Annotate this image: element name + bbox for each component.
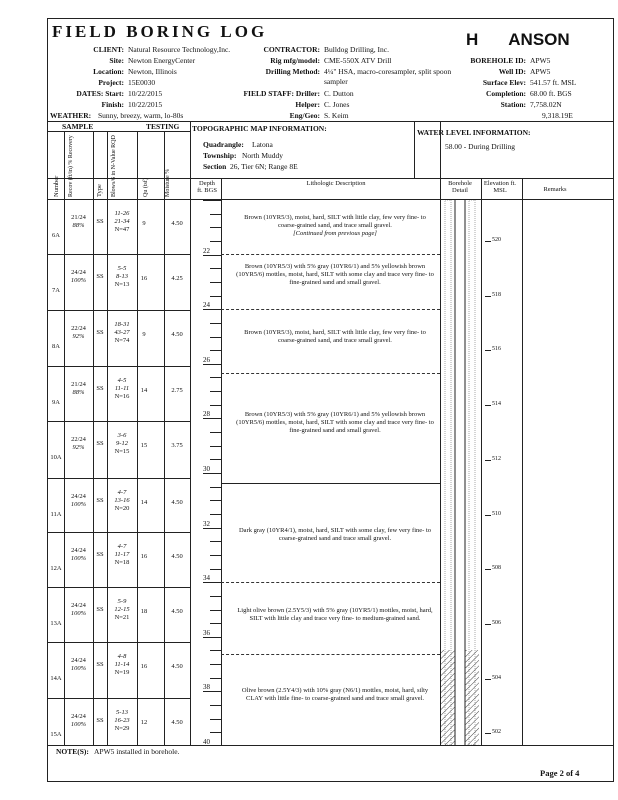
depth-label: 36 [203, 628, 210, 637]
sample-blows: 11-26 [114, 210, 130, 217]
sample-number: 13A [50, 620, 62, 627]
sample-blows: 4-7 [117, 543, 127, 550]
layer-boundary [221, 309, 440, 310]
sample-blows: 5-9 [117, 598, 127, 605]
sample-recovery: 24/24 [71, 657, 86, 664]
sample-qu: 9 [142, 220, 146, 227]
sample-row-divider [47, 698, 190, 699]
elevation-label: 520 [492, 237, 501, 243]
sample-type: SS [96, 329, 104, 336]
header-divider [47, 121, 614, 122]
sample-moisture: 4.50 [171, 608, 183, 615]
depth-tick [210, 732, 221, 733]
testing-header: TESTING [146, 122, 180, 131]
sample-blows: 4-5 [117, 377, 127, 384]
borehole-detail-graphic [441, 200, 481, 745]
sample-number: 10A [50, 454, 62, 461]
sample-blows: 5-5 [117, 265, 127, 272]
layer-boundary [221, 483, 440, 484]
depth-tick [203, 691, 221, 692]
sample-recovery-pct: 92% [72, 333, 85, 340]
sample-blows: 18-31 [114, 321, 130, 328]
depth-tick [210, 487, 221, 488]
topo-header: TOPOGRAPHIC MAP INFORMATION: [192, 124, 327, 133]
elevation-label: 508 [492, 565, 501, 572]
sample-moisture: 3.75 [171, 442, 183, 449]
elevation-label: 516 [492, 346, 501, 353]
type-col-header: Type [96, 184, 103, 197]
sample-moisture: 4.50 [171, 553, 183, 560]
page-title: FIELD BORING LOG [52, 22, 268, 41]
sample-moisture: 4.25 [171, 275, 183, 282]
sample-moisture: 4.50 [171, 663, 183, 670]
elevation-tick [485, 679, 491, 680]
contractor-label: CONTRACTOR: [263, 45, 320, 54]
contractor-value: Bulldog Drilling, Inc. [324, 45, 389, 54]
depth-tick [203, 255, 221, 256]
client-value: Natural Resource Technology,Inc. [128, 45, 231, 54]
sample-row-divider [47, 421, 190, 422]
section-label: Section [203, 162, 227, 171]
sample-recovery: 22/24 [71, 436, 86, 443]
sample-row-divider [47, 366, 190, 367]
depth-tick [203, 364, 221, 365]
sample-n-value: N=47 [114, 226, 130, 233]
lith-desc-2: Brown (10YR5/3) with 5% gray (10YR6/1) and 5% yellowish brown (10YR5/6) mottles, moist, hard, SILT with some clay and trace very fine- to fine-grained sand and small gravel. [236, 263, 434, 286]
sample-number: 14A [50, 675, 62, 682]
sample-n-value: N=13 [114, 281, 130, 288]
sample-moisture: 4.50 [171, 220, 183, 227]
borehole-value: APW5 [530, 56, 551, 65]
elevation-label: 518 [492, 291, 501, 298]
depth-tick [210, 459, 221, 460]
sample-blows-2: 12-15 [114, 606, 130, 613]
sample-blows-2: 43-27 [114, 329, 130, 336]
col-line [221, 178, 222, 745]
lith-desc-7: Olive brown (2.5Y4/3) with 10% gray (N6/1) mottles, moist, hard, silty CLAY with little fine- to coarse-grained sand and trace small gravel. [241, 687, 429, 702]
sample-n-value: N=15 [114, 448, 130, 455]
number-col-header: Number [53, 175, 60, 197]
company-logo: H ANSON [466, 30, 570, 49]
sample-n-value: N=20 [114, 505, 130, 512]
sample-n-value: N=19 [114, 669, 130, 676]
depth-tick [210, 555, 221, 556]
sample-blows: 3-6 [117, 432, 127, 439]
sample-recovery-pct: 100% [70, 610, 87, 617]
elevation-label: 506 [492, 619, 501, 626]
col-line [481, 178, 482, 745]
sample-blows-2: 11-11 [114, 385, 130, 392]
sample-blows-2: 9-12 [116, 440, 128, 447]
sample-n-value: N=16 [114, 393, 130, 400]
depth-tick [203, 582, 221, 583]
sample-recovery: 22/24 [71, 325, 86, 332]
depth-tick [210, 596, 221, 597]
completion-value: 68.00 ft. BGS [530, 89, 572, 98]
sample-recovery: 24/24 [71, 493, 86, 500]
sample-recovery-pct: 100% [70, 277, 87, 284]
col-line [522, 178, 523, 745]
elevation-tick [485, 569, 491, 570]
sample-row-divider [47, 478, 190, 479]
col-line [190, 121, 191, 745]
lith-desc-5: Dark gray (10YR4/1), moist, hard, SILT with some clay, few very fine- to coarse-grained sand and trace small gravel. [238, 527, 431, 542]
depth-tick [210, 514, 221, 515]
elevation-label: 512 [492, 455, 501, 462]
lithologic-col-header: Lithologic Description [306, 180, 366, 187]
township-label: Township: [203, 151, 237, 160]
depth-tick [210, 282, 221, 283]
depth-tick [210, 377, 221, 378]
sample-row-divider [47, 310, 190, 311]
surface-label: Surface Elev: [482, 78, 526, 87]
sample-qu: 12 [140, 719, 148, 726]
elevation-tick [485, 460, 491, 461]
blows-col-header: Blows/6 in N-Value RQD [111, 135, 117, 197]
layer-boundary [221, 654, 440, 655]
township-value: North Muddy [242, 151, 284, 160]
elevation-tick [485, 733, 491, 734]
sample-number: 11A [50, 511, 62, 518]
depth-label: 34 [203, 574, 210, 583]
depth-label: 22 [203, 246, 210, 255]
helper-value: C. Jones [324, 100, 350, 109]
driller-label: FIELD STAFF: Driller: [243, 89, 320, 98]
sample-row-divider [47, 587, 190, 588]
depth-tick [203, 637, 221, 638]
sample-moisture: 4.50 [171, 719, 183, 726]
elevation-label: 514 [492, 401, 501, 408]
sample-recovery: 24/24 [71, 713, 86, 720]
table-body-bottom [47, 745, 614, 746]
sample-recovery-pct: 88% [72, 389, 85, 396]
col-line [414, 121, 415, 178]
depth-tick [210, 227, 221, 228]
lith-desc-4: Brown (10YR5/3) with 5% gray (10YR6/1) and 5% yellowish brown (10YR5/6) mottles, moist, hard, SILT with some clay and trace very fine- to fine-grained sand and small gravel. [236, 411, 434, 434]
depth-tick [210, 241, 221, 242]
table-header-bottom [47, 178, 614, 179]
layer-boundary [221, 582, 440, 583]
station-n-value: 7,758.02N [530, 100, 562, 109]
depth-tick [210, 337, 221, 338]
surface-value: 541.57 ft. MSL [530, 78, 577, 87]
sample-moisture: 4.50 [171, 499, 183, 506]
elevation-label: 502 [492, 729, 501, 736]
sample-recovery-pct: 100% [70, 665, 87, 672]
quad-label: Quadrangle: [203, 140, 244, 149]
sample-blows-2: 21-34 [114, 218, 130, 225]
sample-row-divider [47, 532, 190, 533]
quad-value: Latona [252, 140, 273, 149]
sample-recovery-pct: 100% [70, 501, 87, 508]
sample-recovery: 24/24 [71, 547, 86, 554]
sample-number: 8A [52, 343, 60, 350]
sample-blows-2: 16-23 [114, 717, 130, 724]
sample-blows-2: 13-16 [114, 497, 130, 504]
sample-moisture: 2.75 [171, 387, 183, 394]
sample-blows: 4-7 [117, 489, 127, 496]
sample-number: 15A [50, 731, 62, 738]
sample-blows: 5-13 [116, 709, 128, 716]
eng-value: S. Keim [324, 111, 349, 120]
sample-recovery-pct: 100% [70, 721, 87, 728]
elevation-tick [485, 350, 491, 351]
elevation-label: 510 [492, 510, 501, 517]
sample-qu: 16 [140, 553, 148, 560]
sample-n-value: N=74 [114, 337, 130, 344]
elevation-label: 504 [492, 674, 501, 681]
sample-row-divider [47, 642, 190, 643]
water-header: WATER LEVEL INFORMATION: [417, 128, 531, 137]
sample-qu: 18 [140, 608, 148, 615]
site-value: Newton EnergyCenter [128, 56, 196, 65]
sample-recovery: 21/24 [71, 214, 86, 221]
finish-label: Finish: [101, 100, 124, 109]
sample-blows-2: 8-13 [116, 273, 128, 280]
water-level-1: 58.00 - During Drilling [445, 142, 515, 151]
sample-type: SS [96, 218, 104, 225]
finish-value: 10/22/2015 [128, 100, 163, 109]
depth-tick [210, 432, 221, 433]
depth-tick [210, 323, 221, 324]
method-label: Drilling Method: [265, 67, 320, 76]
location-value: Newton, Illinois [128, 67, 177, 76]
start-label: DATES: Start: [76, 89, 124, 98]
depth-tick [210, 405, 221, 406]
weather-value: Sunny, breezy, warm, lo-80s [98, 111, 184, 120]
notes-value: APW5 installed in borehole. [94, 747, 180, 756]
elevation-tick [485, 515, 491, 516]
sample-qu: 9 [142, 331, 146, 338]
depth-tick [210, 623, 221, 624]
sample-type: SS [96, 440, 104, 447]
depth-tick [210, 650, 221, 651]
sample-number: 9A [52, 399, 60, 406]
depth-label: 38 [203, 683, 210, 692]
sample-type: SS [96, 385, 104, 392]
sample-qu: 15 [140, 442, 148, 449]
depth-tick [210, 214, 221, 215]
depth-col-header: Depth ft. BGS [197, 180, 217, 194]
depth-tick [210, 678, 221, 679]
eng-label: Eng/Geo: [289, 111, 320, 120]
elevation-tick [485, 624, 491, 625]
elevation-col-header: Elevation ft. MSL [483, 180, 517, 194]
depth-tick [210, 500, 221, 501]
elevation-tick [485, 241, 491, 242]
start-value: 10/22/2015 [128, 89, 163, 98]
client-label: CLIENT: [93, 45, 124, 54]
depth-tick [210, 296, 221, 297]
sample-row-divider [47, 254, 190, 255]
depth-tick [203, 528, 221, 529]
sample-number: 12A [50, 565, 62, 572]
elevation-tick [485, 405, 491, 406]
sample-n-value: N=29 [114, 725, 130, 732]
sample-recovery-pct: 100% [70, 555, 87, 562]
depth-tick [203, 418, 221, 419]
layer-boundary [221, 254, 440, 255]
depth-label: 32 [203, 519, 210, 528]
driller-value: C. Dutton [324, 89, 354, 98]
depth-tick [210, 391, 221, 392]
sample-type: SS [96, 497, 104, 504]
depth-label: 40 [203, 738, 210, 746]
depth-tick [210, 541, 221, 542]
station-label: Station: [500, 100, 526, 109]
depth-tick [203, 473, 221, 474]
notes-label: NOTE(S): [56, 747, 89, 756]
borehole-label: BOREHOLE ID: [470, 56, 526, 65]
depth-tick [210, 664, 221, 665]
sample-recovery: 24/24 [71, 602, 86, 609]
borehole-col-header: Borehole Detail [448, 180, 472, 194]
sample-number: 7A [52, 287, 60, 294]
helper-label: Helper: [295, 100, 320, 109]
sample-number: 6A [52, 232, 60, 239]
depth-tick [210, 569, 221, 570]
moisture-col-header: Moisture % [165, 168, 171, 197]
sample-n-value: N=18 [114, 559, 130, 566]
remarks-col-header: Remarks [543, 186, 567, 193]
lith-desc-3: Brown (10YR5/3), moist, hard, SILT with little clay, few very fine- to coarse-grained sand, and trace small gravel. [244, 329, 426, 344]
sample-blows-2: 11-14 [114, 661, 130, 668]
method-value: 4¼" HSA, macro-coresampler, split spoon [324, 67, 452, 76]
station-e-value: 9,318.19E [542, 111, 573, 120]
sample-blows: 4-8 [117, 653, 127, 660]
depth-tick [210, 705, 221, 706]
wellid-value: APW5 [530, 67, 551, 76]
elevation-tick [485, 296, 491, 297]
location-label: Location: [93, 67, 124, 76]
depth-tick [210, 610, 221, 611]
sample-recovery-pct: 88% [72, 222, 85, 229]
sample-qu: 16 [140, 663, 148, 670]
sample-recovery-pct: 92% [72, 444, 85, 451]
page-number: Page 2 of 4 [540, 768, 580, 778]
site-label: Site: [109, 56, 124, 65]
depth-tick [210, 268, 221, 269]
recovery-col-header: Recov (ft/in) % Recovery [68, 135, 74, 197]
layer-boundary [221, 373, 440, 374]
sample-type: SS [96, 551, 104, 558]
depth-label: 28 [203, 410, 210, 419]
depth-label: 24 [203, 301, 210, 310]
sample-type: SS [96, 661, 104, 668]
sample-qu: 14 [140, 499, 148, 506]
lith-desc-6: Light olive brown (2.5Y5/3) with 5% gray (10YR5/1) mottles, moist, hard, SILT with little clay and trace very fine- to medium-grained sand. [237, 607, 433, 622]
sample-moisture: 4.50 [171, 331, 183, 338]
sample-recovery: 21/24 [71, 381, 86, 388]
sample-qu: 16 [140, 275, 148, 282]
sample-qu: 14 [140, 387, 148, 394]
qu-col-header: Qu (tsf) [143, 178, 149, 197]
depth-label: 26 [203, 355, 210, 364]
sample-blows-2: 11-17 [114, 551, 130, 558]
wellid-label: Well ID: [498, 67, 526, 76]
table-body-top [47, 199, 614, 200]
depth-label: 30 [203, 465, 210, 473]
sample-type: SS [96, 273, 104, 280]
sample-type: SS [96, 717, 104, 724]
sample-type: SS [96, 606, 104, 613]
rig-value: CME-550X ATV Drill [324, 56, 392, 65]
project-value: 15E0030 [128, 78, 156, 87]
section-value: 26, Tier 6N; Range 8E [230, 162, 298, 171]
rig-label: Rig mfg/model: [270, 56, 320, 65]
depth-tick [210, 446, 221, 447]
depth-tick [210, 350, 221, 351]
depth-tick [203, 200, 221, 201]
project-label: Project: [98, 78, 124, 87]
sample-header: SAMPLE [62, 122, 94, 131]
sample-n-value: N=21 [114, 614, 130, 621]
method-value-2: sampler [324, 77, 348, 86]
sample-subline [47, 131, 190, 132]
weather-label: WEATHER: [50, 111, 92, 120]
lith-desc-1: Brown (10YR5/3), moist, hard, SILT with little clay, few very fine- to coarse-grained sand, and trace small gravel. [Continued from previous page] [244, 214, 426, 237]
completion-label: Completion: [486, 89, 526, 98]
depth-tick [203, 309, 221, 310]
depth-tick [210, 719, 221, 720]
sample-recovery: 24/24 [71, 269, 86, 276]
